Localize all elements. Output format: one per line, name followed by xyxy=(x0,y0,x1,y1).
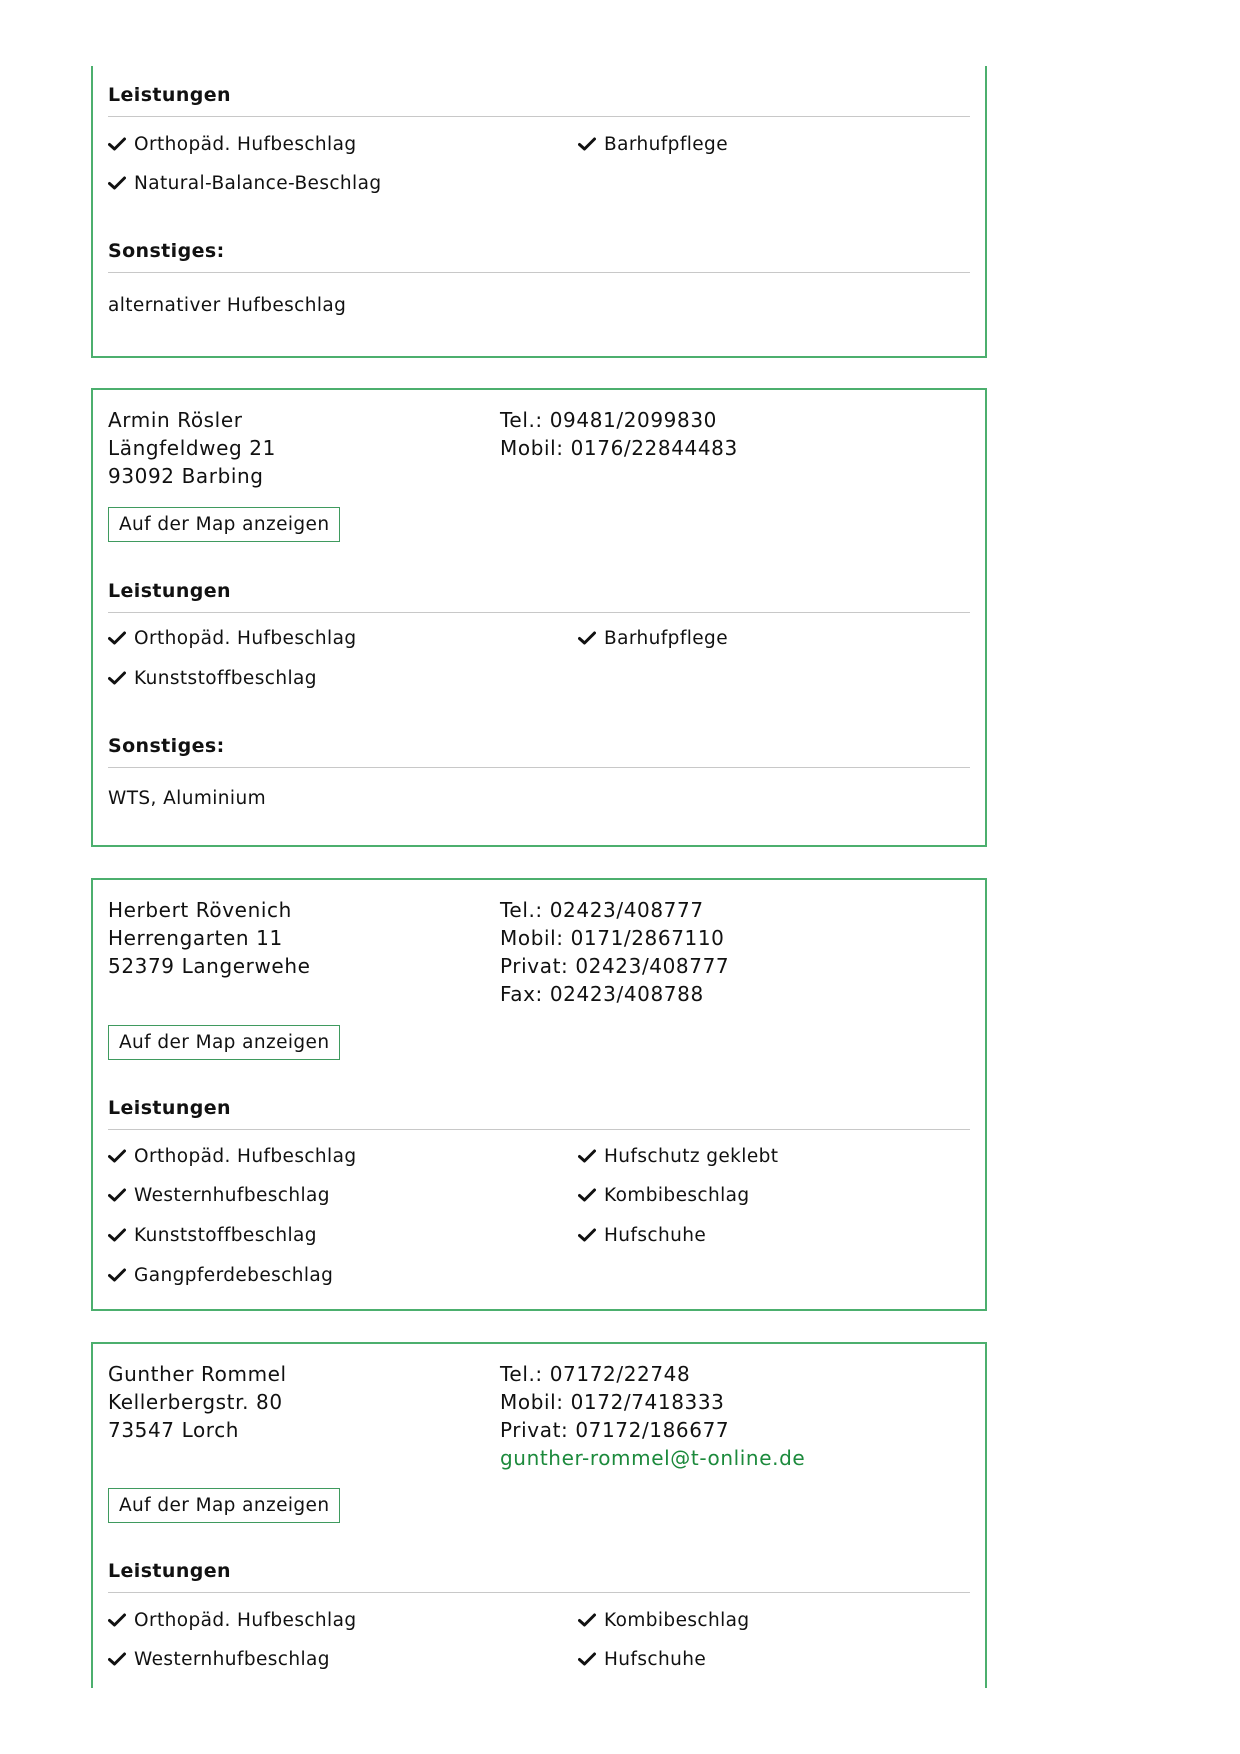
provider-card xyxy=(91,1342,987,1688)
service-item: Orthopäd. Hufbeschlag xyxy=(108,628,356,649)
check-icon xyxy=(578,137,596,151)
provider-address xyxy=(108,896,311,980)
service-item: Kunststoffbeschlag xyxy=(108,1225,317,1246)
provider-city: 93092 Barbing xyxy=(108,464,264,488)
other-heading: Sonstiges: xyxy=(108,240,970,273)
mobile-number: Mobil: 0176/22844483 xyxy=(500,436,738,460)
check-icon xyxy=(108,1149,126,1163)
check-icon xyxy=(108,1188,126,1202)
service-item: Barhufpflege xyxy=(578,628,728,649)
service-item: Hufschuhe xyxy=(578,1649,706,1670)
check-icon xyxy=(108,631,126,645)
other-heading: Sonstiges: xyxy=(108,735,970,768)
services-heading: Leistungen xyxy=(108,1560,970,1593)
services-heading: Leistungen xyxy=(108,1097,970,1130)
provider-contact xyxy=(500,896,729,1008)
service-item: Westernhufbeschlag xyxy=(108,1185,330,1206)
check-icon xyxy=(578,1613,596,1627)
provider-street: Herrengarten 11 xyxy=(108,926,283,950)
service-item: Orthopäd. Hufbeschlag xyxy=(108,134,356,155)
service-item: Kombibeschlag xyxy=(578,1185,750,1206)
service-item: Kombibeschlag xyxy=(578,1610,750,1631)
provider-card-partial xyxy=(91,66,987,358)
check-icon xyxy=(578,1188,596,1202)
provider-name: Armin Rösler xyxy=(108,408,243,432)
phone-number: Tel.: 09481/2099830 xyxy=(500,408,717,432)
provider-contact xyxy=(500,406,738,462)
service-item: Orthopäd. Hufbeschlag xyxy=(108,1610,356,1631)
provider-card xyxy=(91,388,987,847)
mobile-number: Mobil: 0171/2867110 xyxy=(500,926,725,950)
other-text: alternativer Hufbeschlag xyxy=(108,295,347,316)
private-number: Privat: 07172/186677 xyxy=(500,1418,730,1442)
phone-number: Tel.: 07172/22748 xyxy=(500,1362,691,1386)
provider-street: Kellerbergstr. 80 xyxy=(108,1390,283,1414)
service-item: Natural-Balance-Beschlag xyxy=(108,173,381,194)
check-icon xyxy=(578,1228,596,1242)
provider-name: Gunther Rommel xyxy=(108,1362,287,1386)
provider-address xyxy=(108,1360,287,1444)
service-item: Kunststoffbeschlag xyxy=(108,668,317,689)
check-icon xyxy=(108,176,126,190)
provider-city: 52379 Langerwehe xyxy=(108,954,311,978)
service-item: Orthopäd. Hufbeschlag xyxy=(108,1146,356,1167)
check-icon xyxy=(108,1652,126,1666)
service-item: Gangpferdebeschlag xyxy=(108,1265,333,1286)
check-icon xyxy=(108,1228,126,1242)
check-icon xyxy=(578,1652,596,1666)
provider-name: Herbert Rövenich xyxy=(108,898,292,922)
check-icon xyxy=(108,671,126,685)
check-icon xyxy=(108,1268,126,1282)
fax-number: Fax: 02423/408788 xyxy=(500,982,704,1006)
services-heading: Leistungen xyxy=(108,580,970,613)
check-icon xyxy=(578,1149,596,1163)
service-item: Barhufpflege xyxy=(578,134,728,155)
show-on-map-button[interactable]: Auf der Map anzeigen xyxy=(108,1488,340,1523)
provider-contact xyxy=(500,1360,805,1472)
service-item: Hufschuhe xyxy=(578,1225,706,1246)
phone-number: Tel.: 02423/408777 xyxy=(500,898,704,922)
private-number: Privat: 02423/408777 xyxy=(500,954,730,978)
mobile-number: Mobil: 0172/7418333 xyxy=(500,1390,725,1414)
other-text: WTS, Aluminium xyxy=(108,788,266,809)
check-icon xyxy=(578,631,596,645)
services-heading: Leistungen xyxy=(108,84,970,117)
provider-city: 73547 Lorch xyxy=(108,1418,240,1442)
provider-street: Längfeldweg 21 xyxy=(108,436,276,460)
provider-card xyxy=(91,878,987,1311)
email-link[interactable]: gunther-rommel@t-online.de xyxy=(500,1446,806,1470)
check-icon xyxy=(108,1613,126,1627)
provider-address xyxy=(108,406,276,490)
show-on-map-button[interactable]: Auf der Map anzeigen xyxy=(108,507,340,542)
show-on-map-button[interactable]: Auf der Map anzeigen xyxy=(108,1025,340,1060)
service-item: Hufschutz geklebt xyxy=(578,1146,778,1167)
service-item: Westernhufbeschlag xyxy=(108,1649,330,1670)
check-icon xyxy=(108,137,126,151)
